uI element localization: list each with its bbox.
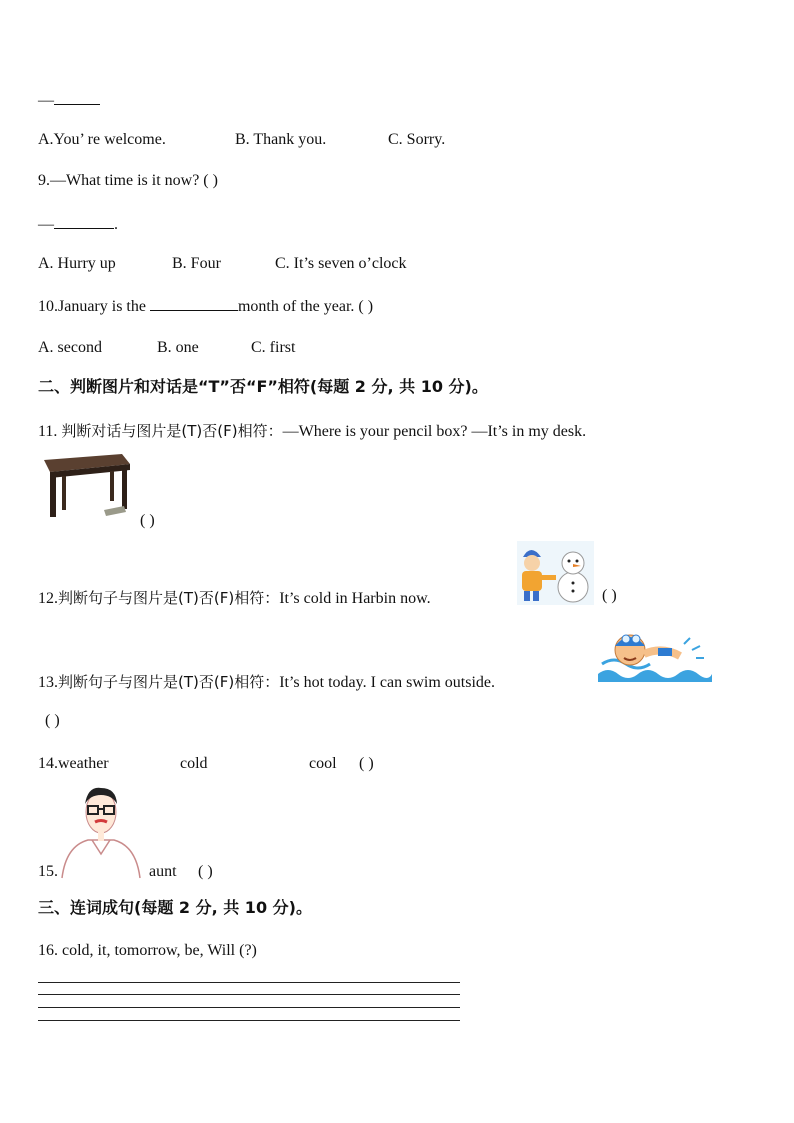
q13-sentence: It’s hot today. I can swim outside. xyxy=(279,674,496,691)
q14-word-weather: 14.weather xyxy=(38,755,109,772)
q11-question xyxy=(38,421,586,442)
q12-instruction: 判断句子与图片是(T)否(F)相符： xyxy=(58,589,280,607)
swimmer-picture xyxy=(596,624,712,686)
q16-answer-line-1[interactable] xyxy=(38,982,460,983)
q13-answer-paren[interactable]: ( ) xyxy=(45,712,60,729)
q10-options xyxy=(38,338,295,358)
q11-number: 11. xyxy=(38,423,62,440)
q10-option-a[interactable]: A. second xyxy=(38,339,102,356)
q8-option-b[interactable]: B. Thank you. xyxy=(235,131,327,148)
q13-question xyxy=(38,672,495,693)
q9-reply-line xyxy=(38,214,118,235)
q15-answer-paren[interactable]: ( ) xyxy=(198,863,213,880)
q8-reply-dash: — xyxy=(38,92,54,109)
q10-suffix: month of the year. ( ) xyxy=(237,298,374,315)
q10-question xyxy=(38,296,373,317)
q10-answer-blank[interactable] xyxy=(150,296,238,311)
q12-number: 12. xyxy=(38,590,58,607)
q14-word-cold: cold xyxy=(180,755,208,772)
section-2-title: 二、判断图片和对话是“T”否“F”相符(每题 2 分, 共 10 分)。 xyxy=(38,377,488,396)
q15-word-aunt: aunt xyxy=(149,863,177,880)
q8-options xyxy=(38,130,445,150)
q14-question xyxy=(38,754,374,774)
q12-sentence: It’s cold in Harbin now. xyxy=(279,590,431,607)
q13-instruction: 判断句子与图片是(T)否(F)相符： xyxy=(58,673,280,691)
pencil-box-icon xyxy=(104,506,126,516)
desk-picture xyxy=(38,450,132,524)
q8-answer-blank[interactable] xyxy=(54,90,100,105)
q12-answer-paren[interactable]: ( ) xyxy=(602,587,617,604)
q9-option-a[interactable]: A. Hurry up xyxy=(38,255,116,272)
q8-option-c[interactable]: C. Sorry. xyxy=(388,131,446,148)
q9-options xyxy=(38,254,407,274)
q9-option-c[interactable]: C. It’s seven o’clock xyxy=(275,255,407,272)
q16-answer-line-3[interactable] xyxy=(38,1007,460,1008)
q14-answer-paren[interactable]: ( ) xyxy=(359,755,374,772)
q10-option-c[interactable]: C. first xyxy=(251,339,296,356)
q8-option-a[interactable]: A.You’ re welcome. xyxy=(38,131,166,148)
q11-dialogue: —Where is your pencil box? —It’s in my desk. xyxy=(282,423,587,440)
q8-reply-line xyxy=(38,90,100,111)
q11-instruction: 判断对话与图片是(T)否(F)相符： xyxy=(61,422,283,440)
q15-number: 15. xyxy=(38,863,58,880)
q16-answer-line-2[interactable] xyxy=(38,994,460,995)
man-picture xyxy=(58,782,144,880)
q9-reply-end: . xyxy=(114,216,118,233)
q14-word-cool: cool xyxy=(309,755,337,772)
section-3-title: 三、连词成句(每题 2 分, 共 10 分)。 xyxy=(38,898,312,917)
q9-question: 9.—What time is it now? ( ) xyxy=(38,172,218,189)
q16-answer-line-4[interactable] xyxy=(38,1020,460,1021)
q9-reply-dash: — xyxy=(38,216,54,233)
q10-prefix: 10.January is the xyxy=(38,298,150,315)
snowman-picture xyxy=(517,541,594,605)
q13-number: 13. xyxy=(38,674,58,691)
q9-option-b[interactable]: B. Four xyxy=(172,255,221,272)
q11-answer-paren[interactable]: ( ) xyxy=(140,512,155,529)
q16-words: 16. cold, it, tomorrow, be, Will (?) xyxy=(38,942,257,959)
q10-option-b[interactable]: B. one xyxy=(157,339,199,356)
q12-question xyxy=(38,588,431,609)
q9-answer-blank[interactable] xyxy=(54,214,114,229)
